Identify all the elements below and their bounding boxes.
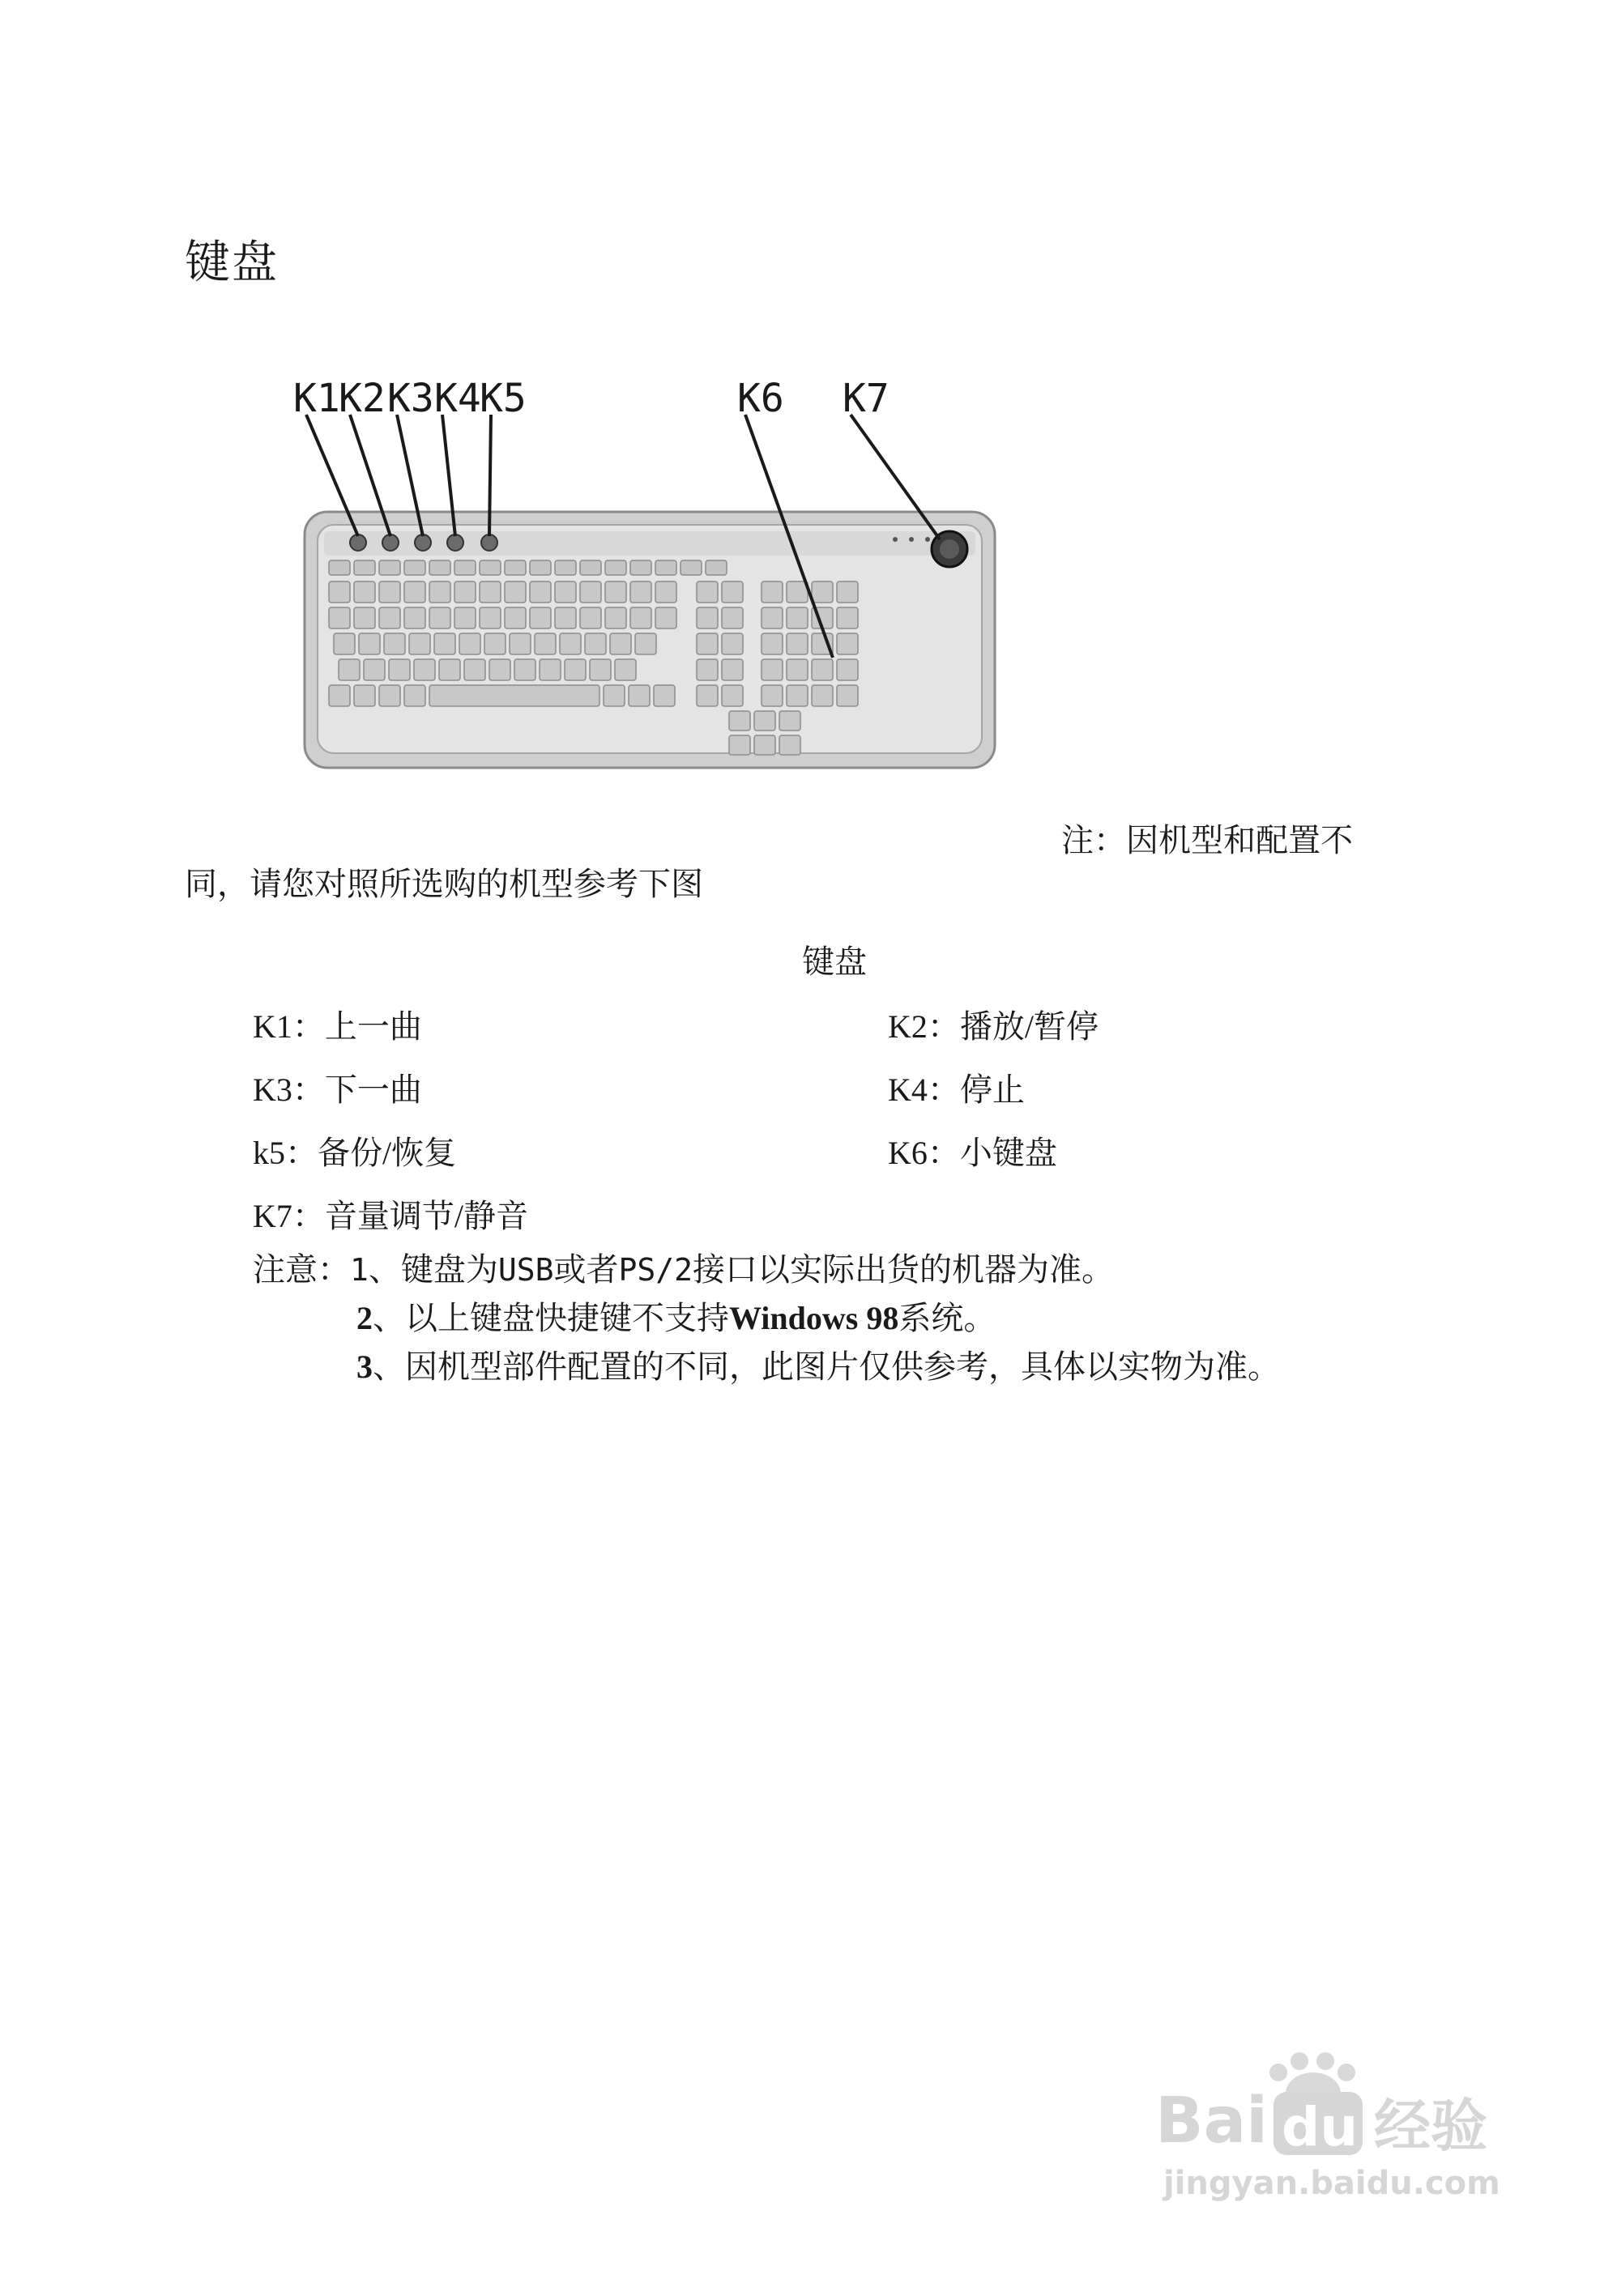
key [329, 581, 350, 603]
definition-desc: 备份/恢复 [318, 1135, 457, 1171]
key [787, 659, 808, 680]
key [762, 633, 783, 654]
key [339, 659, 360, 680]
key [837, 633, 858, 654]
key [379, 607, 400, 628]
key [590, 659, 611, 680]
note-left: 同，请您对照所选购的机型参考下图 [185, 866, 703, 902]
key [722, 659, 743, 680]
key [762, 685, 783, 706]
watermark-brand-latin: Bai [1155, 2085, 1268, 2158]
callout-k4: K4 [434, 376, 481, 421]
key [334, 633, 355, 654]
watermark-brand-du: du [1282, 2096, 1359, 2158]
notice-item-1: 注意：1、键盘为USB或者PS/2接口以实际出货的机器为准。 [253, 1251, 1115, 1288]
arrow-key [754, 735, 775, 755]
key [605, 607, 626, 628]
function-key [555, 560, 576, 575]
key [379, 581, 400, 603]
key [535, 633, 556, 654]
definition-desc: 上一曲 [324, 1008, 422, 1045]
function-key [580, 560, 601, 575]
key [655, 607, 676, 628]
notice-item-2: 2、以上键盘快捷键不支持Windows 98系统。 [356, 1300, 996, 1336]
key [580, 581, 601, 603]
callout-k7: K7 [843, 376, 890, 421]
key [722, 607, 743, 628]
key [762, 581, 783, 603]
key [580, 607, 601, 628]
baidu-jingyan-watermark [1139, 2045, 1560, 2207]
key [480, 607, 501, 628]
key [585, 633, 606, 654]
definition-key: K2： [888, 1008, 960, 1045]
key [787, 633, 808, 654]
function-key [454, 560, 476, 575]
key [837, 659, 858, 680]
watermark-brand-cn: 经验 [1374, 2093, 1487, 2159]
function-key [530, 560, 551, 575]
definition-k3 [253, 1067, 422, 1113]
definition-key: K3： [253, 1071, 325, 1108]
key [697, 659, 718, 680]
key [787, 607, 808, 628]
arrow-key [779, 735, 800, 755]
key [762, 607, 783, 628]
key [484, 633, 506, 654]
key [787, 685, 808, 706]
function-key [429, 560, 450, 575]
key [812, 581, 833, 603]
key [630, 581, 651, 603]
key [555, 581, 576, 603]
key [404, 581, 425, 603]
key [837, 685, 858, 706]
definition-k1 [253, 1004, 422, 1050]
function-key [354, 560, 375, 575]
function-key [480, 560, 501, 575]
arrow-key [754, 711, 775, 731]
key [697, 607, 718, 628]
key [697, 685, 718, 706]
key [364, 659, 385, 680]
function-key [329, 560, 350, 575]
key [615, 659, 636, 680]
key [505, 581, 526, 603]
key [514, 659, 535, 680]
definition-desc: 播放/暂停 [959, 1008, 1099, 1045]
definition-key: K1： [253, 1008, 325, 1045]
callout-k1: K1 [293, 376, 340, 421]
function-key [630, 560, 651, 575]
notice-item-3: 3、因机型部件配置的不同，此图片仅供参考，具体以实物为准。 [356, 1348, 1280, 1385]
key [629, 685, 650, 706]
key [837, 607, 858, 628]
figure-subtitle: 键盘 [802, 944, 867, 980]
key [384, 633, 405, 654]
function-key [505, 560, 526, 575]
definition-key: K4： [888, 1071, 960, 1108]
key [722, 685, 743, 706]
keyboard-figure [292, 373, 1021, 794]
arrow-key [779, 711, 800, 731]
key [454, 581, 476, 603]
definition-desc: 停止 [959, 1071, 1025, 1108]
key [404, 607, 425, 628]
definition-desc: 音量调节/静音 [324, 1198, 529, 1234]
key [429, 607, 450, 628]
key [439, 659, 460, 680]
callout-k6: K6 [737, 376, 784, 421]
key [510, 633, 531, 654]
function-key [706, 560, 727, 575]
arrow-key [729, 711, 750, 731]
key [565, 659, 586, 680]
key [604, 685, 625, 706]
key [635, 633, 656, 654]
key [812, 659, 833, 680]
key [489, 659, 510, 680]
key [464, 659, 485, 680]
function-key [605, 560, 626, 575]
page-title: 键盘 [185, 238, 279, 288]
definition-key: K6： [888, 1135, 960, 1171]
key [605, 581, 626, 603]
arrow-key [729, 735, 750, 755]
function-key [404, 560, 425, 575]
definition-k5 [253, 1131, 456, 1176]
key [404, 685, 425, 706]
key [555, 607, 576, 628]
function-key [655, 560, 676, 575]
key [697, 633, 718, 654]
key [459, 633, 480, 654]
key [389, 659, 410, 680]
key [655, 581, 676, 603]
key [354, 685, 375, 706]
key [454, 607, 476, 628]
callout-k3: K3 [387, 376, 434, 421]
key [722, 581, 743, 603]
key [762, 659, 783, 680]
key [379, 685, 400, 706]
function-key [379, 560, 400, 575]
definition-desc: 小键盘 [959, 1135, 1057, 1171]
key [429, 581, 450, 603]
key [480, 581, 501, 603]
key [722, 633, 743, 654]
key [434, 633, 455, 654]
key [329, 685, 350, 706]
key [530, 581, 551, 603]
function-key [681, 560, 702, 575]
definition-k7 [253, 1194, 528, 1239]
key [787, 581, 808, 603]
key [697, 581, 718, 603]
definition-desc: 下一曲 [324, 1071, 422, 1108]
key [654, 685, 675, 706]
notice-heading: 注意： [253, 1251, 350, 1288]
key [409, 633, 430, 654]
definition-k6 [888, 1131, 1057, 1176]
key [560, 633, 581, 654]
key [610, 633, 631, 654]
callout-k5: K5 [480, 376, 527, 421]
definition-k4 [888, 1067, 1025, 1113]
watermark-url: jingyan.baidu.com [1163, 2165, 1500, 2202]
callout-k2: K2 [339, 376, 386, 421]
key [414, 659, 435, 680]
key [812, 685, 833, 706]
note-right: 注：因机型和配置不 [1061, 822, 1353, 858]
definition-k2 [888, 1004, 1099, 1050]
definition-key: k5： [253, 1135, 318, 1171]
key [530, 607, 551, 628]
key [329, 607, 350, 628]
key [505, 607, 526, 628]
key [354, 581, 375, 603]
key [837, 581, 858, 603]
key [359, 633, 380, 654]
key [540, 659, 561, 680]
key [354, 607, 375, 628]
key [630, 607, 651, 628]
definition-key: K7： [253, 1198, 325, 1234]
key [429, 685, 599, 706]
